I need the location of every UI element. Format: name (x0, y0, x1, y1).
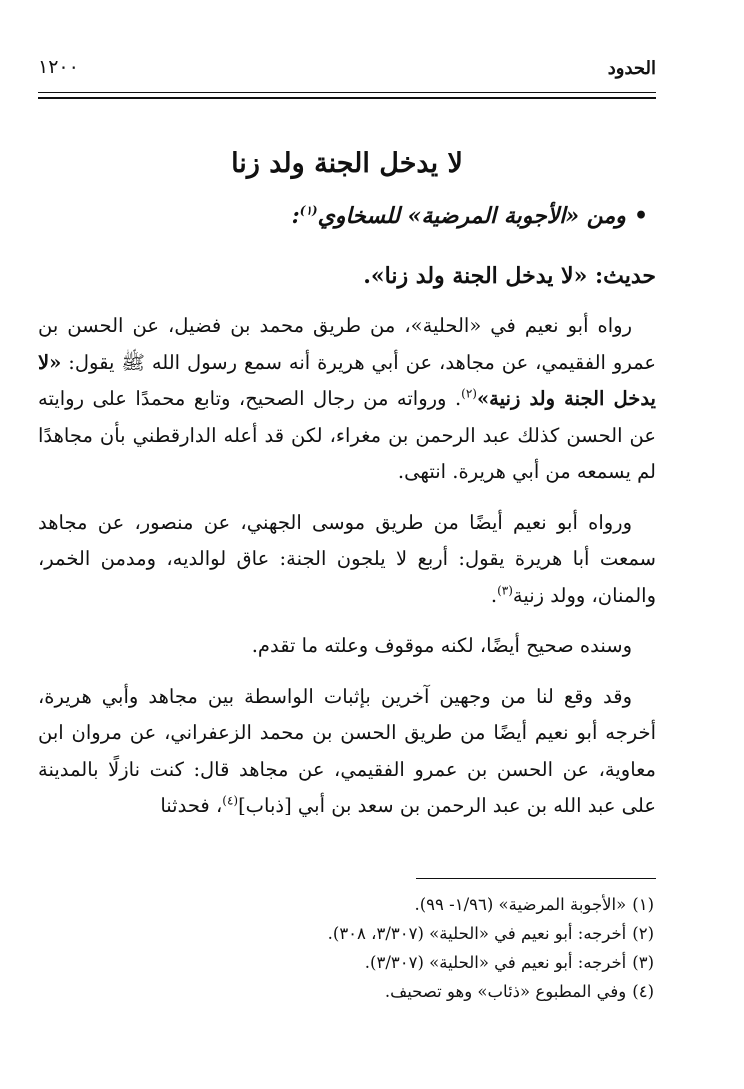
paragraph-1-part2: . ورواته من رجال الصحيح، وتابع محمدًا على روايته عن الحسن كذلك عبد الرحمن بن مغراء، لكن قد أعله الدارقطني بأن مجاهدًا لم يسمعه من أبي هريرة. انتهى. (38, 387, 656, 483)
running-head (38, 52, 656, 86)
footnote-ref-3: (٣) (497, 583, 513, 597)
hadith-label: حديث: (595, 263, 656, 289)
paragraph-3: وسنده صحيح أيضًا، لكنه موقوف وعلته ما تقدم. (251, 634, 632, 657)
source-line (38, 194, 656, 238)
paragraph-2 (38, 505, 656, 615)
footnote-number: (١) (632, 895, 654, 914)
footnote-4 (38, 977, 656, 1006)
footnote-ref-4: (٤) (222, 793, 239, 808)
page-number: ١٢٠٠ (38, 56, 79, 78)
footnote-text: «الأجوبة المرضية» (١/٩٦- ٩٩). (414, 895, 627, 914)
footnote-text: أخرجه: أبو نعيم في «الحلية» (٣/٣٠٧). (364, 953, 627, 972)
paragraph-4-part2: ، فحدثنا (160, 794, 223, 817)
paragraph-2-part2: . (490, 583, 498, 607)
source-text: ومن «الأجوبة المرضية» للسخاوي (317, 203, 626, 229)
footnote-ref-2: (٢) (461, 386, 477, 401)
hadith-text: «لا يدخل الجنة ولد زنا». (363, 263, 588, 289)
footnote-number: (٤) (632, 982, 654, 1001)
source-end: : (291, 203, 300, 229)
header-double-rule (38, 92, 656, 99)
footnote-number: (٣) (632, 953, 654, 972)
running-head-title: الحدود (607, 58, 656, 79)
footnotes (38, 890, 656, 1006)
paragraph-1-quote: «لا يدخل الجنة ولد زنية» (38, 350, 656, 410)
footnote-text: أخرجه: أبو نعيم في «الحلية» (٣/٣٠٧، ٣٠٨). (327, 924, 627, 943)
paragraph-1 (38, 308, 656, 491)
book-page (38, 52, 656, 1052)
footnote-separator (416, 878, 656, 879)
footnote-ref-1: (١) (299, 203, 318, 218)
chapter-title: لا يدخل الجنة ولد زنا (231, 148, 463, 179)
footnote-3 (38, 948, 656, 977)
paragraph-4 (38, 679, 656, 825)
footnote-text: وفي المطبوع «ذئاب» وهو تصحيف. (384, 982, 627, 1001)
paragraph-2-part1: ورواه أبو نعيم أيضًا من طريق موسى الجهني، عن منصور، عن مجاهد سمعت أبا هريرة يقول: أربع لا يلجون الجنة: عاق لوالديه، ومدمن الخمر، والمنان، وولد زنية (38, 510, 656, 607)
bullet-icon: • (633, 203, 648, 229)
paragraph-1-part1: رواه أبو نعيم في «الحلية»، من طريق محمد بن فضيل، عن الحسن بن عمرو الفقيمي، عن مجاهد، عن أبي هريرة أنه سمع رسول الله ﷺ يقول: (38, 314, 657, 374)
hadith-line (38, 254, 656, 298)
footnote-2 (38, 919, 656, 948)
footnote-1 (38, 890, 656, 919)
paragraph-4-part1: وقد وقع لنا من وجهين آخرين بإثبات الواسطة بين مجاهد وأبي هريرة، أخرجه أبو نعيم أيضًا من طريق الحسن بن محمد الزعفراني، عن مروان ابن معاوية، عن الحسن بن عمرو الفقيمي، عن مجاهد قال: كنت نازلًا بالمدينة على عبد الله بن عبد الرحمن بن سعد بن أبي [ذباب] (38, 684, 656, 817)
footnote-number: (٢) (632, 924, 654, 943)
